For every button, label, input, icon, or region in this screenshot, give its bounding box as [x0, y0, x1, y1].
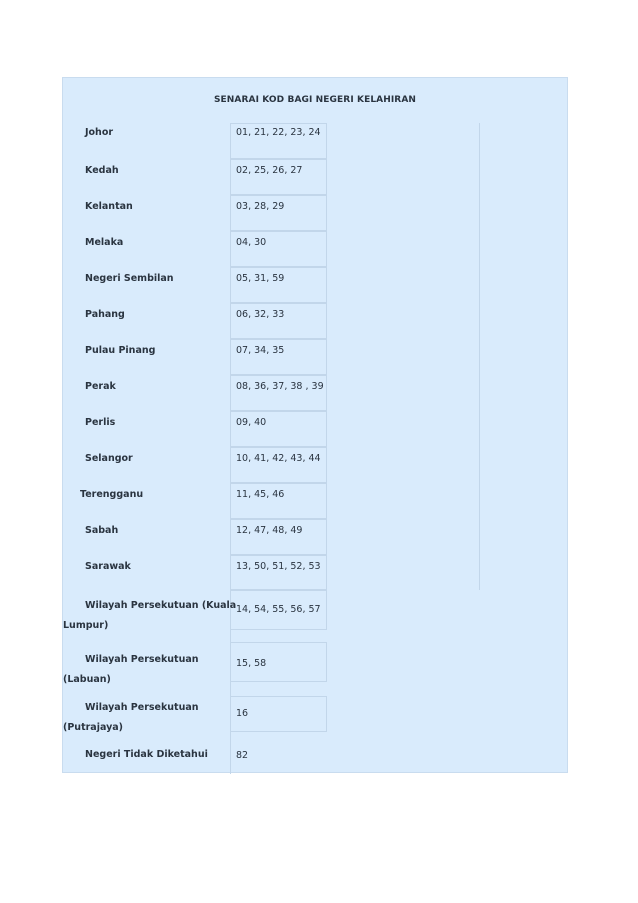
table-row — [63, 519, 567, 555]
state-name: Perak — [85, 381, 116, 392]
state-codes: 16 — [236, 708, 249, 719]
table-row — [63, 231, 567, 267]
table-row — [63, 303, 567, 339]
table-title: SENARAI KOD BAGI NEGERI KELAHIRAN — [213, 95, 417, 105]
state-name: Sarawak — [85, 561, 131, 572]
state-codes: 01, 21, 22, 23, 24 — [236, 127, 321, 138]
table-row — [63, 642, 567, 696]
table-row — [63, 590, 567, 642]
state-codes: 12, 47, 48, 49 — [236, 525, 303, 536]
state-codes: 07, 34, 35 — [236, 345, 285, 356]
state-codes: 09, 40 — [236, 417, 267, 428]
state-name-line1: Wilayah Persekutuan — [85, 702, 199, 713]
state-codes: 15, 58 — [236, 658, 267, 669]
table-row — [63, 159, 567, 195]
state-codes: 03, 28, 29 — [236, 201, 285, 212]
state-codes: 13, 50, 51, 52, 53 — [236, 561, 321, 572]
table-row — [63, 375, 567, 411]
state-codes: 06, 32, 33 — [236, 309, 285, 320]
table-row — [63, 123, 567, 159]
state-name-line2: Lumpur) — [63, 620, 109, 631]
state-name-line1: Wilayah Persekutuan (Kuala — [85, 600, 237, 611]
table-row — [63, 696, 567, 746]
state-name: Perlis — [85, 417, 116, 428]
state-name: Sabah — [85, 525, 119, 536]
table-row — [63, 411, 567, 447]
state-name: Pahang — [85, 309, 125, 320]
state-name: Negeri Tidak Diketahui — [85, 749, 208, 760]
table-row — [63, 195, 567, 231]
table-row — [63, 447, 567, 483]
state-name: Kedah — [85, 165, 119, 176]
state-codes: 14, 54, 55, 56, 57 — [236, 604, 321, 615]
table-row — [63, 555, 567, 590]
state-name: Melaka — [85, 237, 124, 248]
state-codes: 11, 45, 46 — [236, 489, 285, 500]
table-row — [63, 483, 567, 519]
state-name: Selangor — [85, 453, 133, 464]
state-name-line2: (Putrajaya) — [63, 722, 124, 733]
table-row — [63, 339, 567, 375]
table-row — [63, 746, 567, 774]
state-codes: 08, 36, 37, 38 , 39 — [236, 381, 324, 392]
state-name: Negeri Sembilan — [85, 273, 174, 284]
state-codes: 04, 30 — [236, 237, 267, 248]
state-codes: 02, 25, 26, 27 — [236, 165, 303, 176]
state-code-table — [62, 77, 568, 773]
table-row — [63, 267, 567, 303]
state-codes: 05, 31, 59 — [236, 273, 285, 284]
state-name: Pulau Pinang — [85, 345, 156, 356]
state-name: Johor — [85, 127, 114, 138]
state-name-line1: Wilayah Persekutuan — [85, 654, 199, 665]
state-name: Kelantan — [85, 201, 133, 212]
state-name-line2: (Labuan) — [63, 674, 111, 685]
state-name: Terengganu — [80, 489, 144, 500]
state-codes: 82 — [236, 750, 249, 761]
state-codes: 10, 41, 42, 43, 44 — [236, 453, 321, 464]
